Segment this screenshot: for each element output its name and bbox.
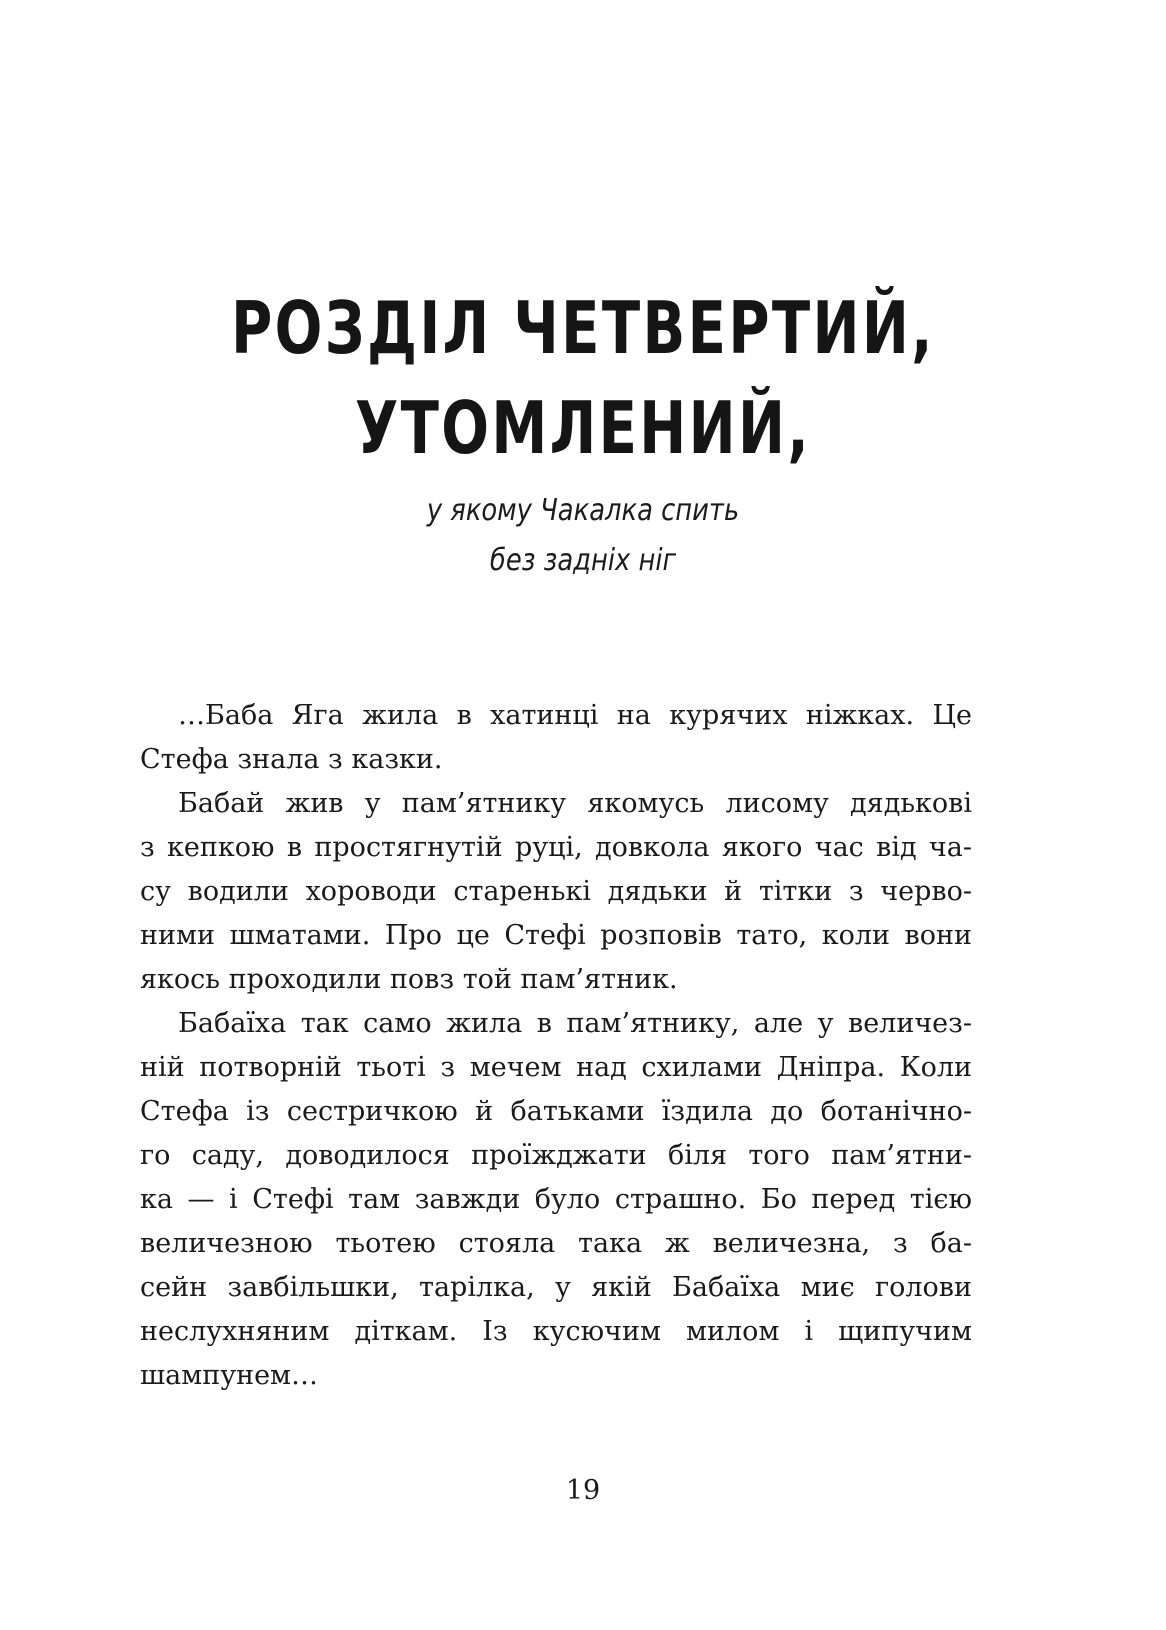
paragraph [140, 694, 972, 782]
page-number: 19 [565, 1475, 601, 1506]
text-line: су водили хороводи старенькі дядьки й тітки з черво- [140, 876, 972, 907]
text-line: ка — і Стефі там завжди було страшно. Бо перед тією [140, 1184, 972, 1215]
text-line: якось проходили повз той пам’ятник. [140, 964, 678, 995]
text-line: Бабаїха так само жила в пам’ятнику, але у величез- [178, 1008, 972, 1039]
chapter-title-line: УТОМЛЕНИЙ, [355, 386, 811, 470]
text-line: Бабай жив у пам’ятнику якомусь лисому дядькові [178, 788, 972, 819]
text-line: го саду, доводилося проїжджати біля того пам’ятни- [140, 1140, 972, 1171]
paragraph [140, 782, 972, 1002]
chapter-subtitle [82, 486, 1085, 586]
text-line: шампунем… [140, 1360, 319, 1391]
text-line: …Баба Яга жила в хатинці на курячих ніжках. Це [178, 700, 972, 731]
text-line: Стефа із сестричкою й батьками їздила до ботанічно- [140, 1096, 972, 1127]
chapter-title-line: РОЗДІЛ ЧЕТВЕРТИЙ, [231, 286, 935, 370]
body-text [140, 694, 972, 1398]
text-line: сейн завбільшки, тарілка, у якій Бабаїха миє голови [140, 1272, 972, 1303]
text-line: величезною тьотею стояла така ж величезна, з ба- [140, 1228, 972, 1259]
chapter-subtitle-line: у якому Чакалка спить [426, 493, 740, 528]
text-line: Стефа знала з казки. [140, 744, 443, 775]
text-line: ній потворній тьоті з мечем над схилами Дніпра. Коли [140, 1052, 972, 1083]
text-line: з кепкою в простягнутій руці, довкола якого час від ча- [140, 832, 972, 863]
chapter-title [128, 278, 1037, 478]
paragraph [140, 1002, 972, 1398]
text-line: неслухняним діткам. Із кусючим милом і щипучим [140, 1316, 972, 1347]
chapter-subtitle-line: без задніх ніг [489, 543, 677, 578]
text-line: ними шматами. Про це Стефі розповів тато, коли вони [140, 920, 972, 951]
